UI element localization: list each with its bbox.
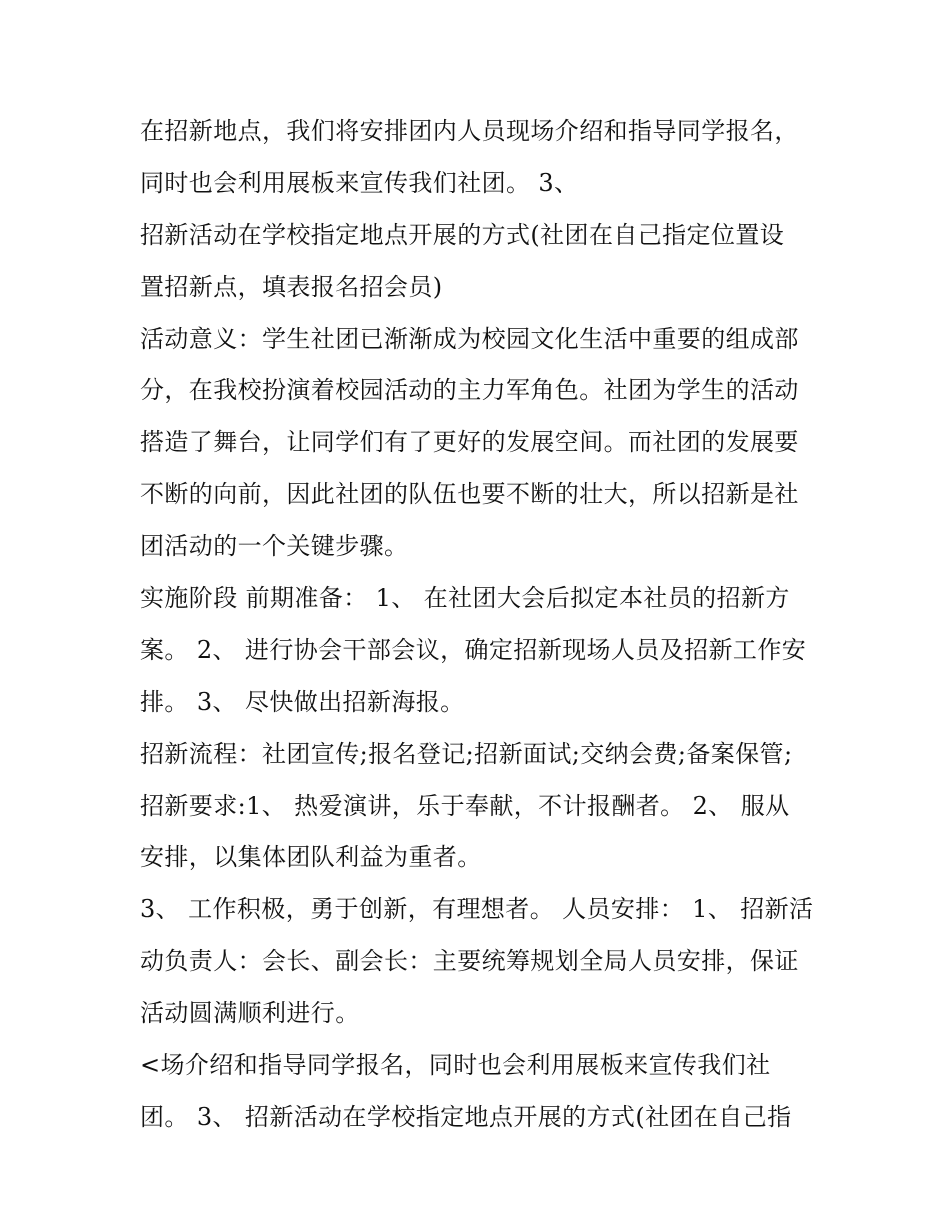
text-line: 安排，以集体团队利益为重者。 (140, 843, 482, 872)
text-line: 置招新点，填表报名招会员) (140, 272, 443, 301)
document-body (140, 106, 830, 1144)
text-line: 3、 工作积极，勇于创新，有理想者。 人员安排： 1、 招新活 (140, 895, 814, 924)
text-line: 活动圆满顺利进行。 (140, 999, 360, 1028)
text-line: 团。 3、 招新活动在学校指定地点开展的方式(社团在自己指 (140, 1102, 792, 1131)
text-line: 排。 3、 尽快做出招新海报。 (140, 687, 465, 716)
text-line: 同时也会利用展板来宣传我们社团。 3、 (140, 168, 579, 197)
text-line: 团活动的一个关键步骤。 (140, 532, 409, 561)
text-line: 分，在我校扮演着校园活动的主力军角色。社团为学生的活动 (140, 376, 799, 405)
text-line: 在招新地点，我们将安排团内人员现场介绍和指导同学报名， (140, 117, 799, 145)
text-line: 活动意义：学生社团已渐渐成为校园文化生活中重要的组成部 (140, 324, 799, 353)
text-line: 实施阶段 前期准备： 1、 在社团大会后拟定本社员的招新方 (140, 584, 790, 613)
text-line: 招新要求:1、 热爱演讲，乐于奉献，不计报酬者。 2、 服从 (140, 791, 790, 820)
text-line: <场介绍和指导同学报名，同时也会利用展板来宣传我们社 (140, 1051, 771, 1080)
text-line: 招新活动在学校指定地点开展的方式(社团在自己指定位置设 (140, 220, 785, 249)
text-line: 招新流程：社团宣传;报名登记;招新面试;交纳会费;备案保管; (140, 739, 793, 768)
text-line: 搭造了舞台，让同学们有了更好的发展空间。而社团的发展要 (140, 428, 799, 457)
text-line: 案。 2、 进行协会干部会议，确定招新现场人员及招新工作安 (140, 635, 807, 664)
text-line: 动负责人：会长、副会长：主要统筹规划全局人员安排，保证 (140, 947, 799, 976)
text-line: 不断的向前，因此社团的队伍也要不断的壮大，所以招新是社 (140, 480, 799, 509)
